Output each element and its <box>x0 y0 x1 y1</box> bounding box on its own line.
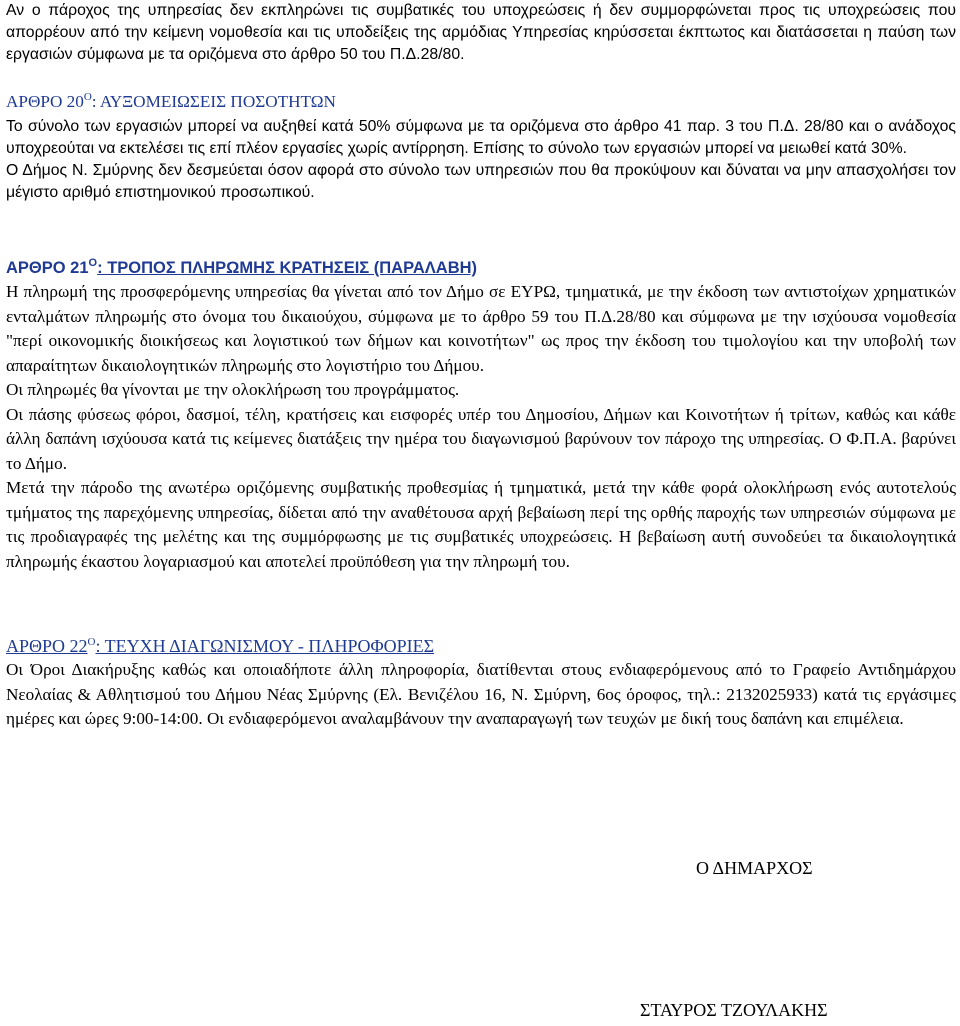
mayor-name: ΣΤΑΥΡΟΣ ΤΖΟΥΛΑΚΗΣ <box>640 1000 828 1020</box>
article-22-title-rest: : ΤΕΥΧΗ ΔΙΑΓΩΝΙΣΜΟΥ - ΠΛΗΡΟΦΟΡΙΕΣ <box>95 636 435 656</box>
article-22-title-prefix: ΑΡΘΡΟ 22 <box>6 636 88 656</box>
intro-section <box>6 0 956 66</box>
article-20-para-1: Το σύνολο των εργασιών μπορεί να αυξηθεί κατά 50% σύμφωνα με τα οριζόμενα στο άρθρο 41 παρ. 3 του Π.Δ. 28/80 και ο ανάδοχος υποχρεούται να εκτελέσει τις επί πλέον εργασίες χωρίς αντίρρηση. Επίσης το σύνολο των εργασιών μπορεί να μειωθεί κατά 30%. <box>6 118 956 157</box>
article-21-para-4: Μετά την πάροδο της ανωτέρω οριζόμενης συμβατικής προθεσμίας ή τμηματικά, μετά την κάθε φορά ολοκλήρωση ενός αυτοτελούς τμήματος της παρεχόμενης υπηρεσίας, δίδεται από την αναθέτουσα αρχή βεβαίωση περί της ορθής παροχής των υπηρεσιών σύμφωνα με τις προδιαγραφές της μελέτης και της συμμόρφωσης με τις συμβατικές υποχρεώσεις. Η βεβαίωση αυτή συνοδεύει τα δικαιολογητικά πληρωμής έκαστου λογαριασμού και αποτελεί προϋπόθεση για την πληρωμή του. <box>6 478 956 571</box>
article-21-title-rest: : ΤΡΟΠΟΣ ΠΛΗΡΩΜΗΣ ΚΡΑΤΗΣΕΙΣ (ΠΑΡΑΛΑΒΗ) <box>97 259 478 277</box>
article-22-title-sup: Ο <box>87 636 96 648</box>
article-21-para-2: Οι πληρωμές θα γίνονται με την ολοκλήρωση του προγράμματος. <box>6 380 460 399</box>
article-22-para-1: Οι Όροι Διακήρυξης καθώς και οποιαδήποτε άλλη πληροφορία, διατίθενται στους ενδιαφερόμενους από το Γραφείο Αντιδημάρχου Νεολαίας & Αθλητισμού του Δήμου Νέας Σμύρνης (Ελ. Βενιζέλου 16, Ν. Σμύρνη, 6ος όροφος, τηλ.: 2132025933) κατά τις εργάσιμες ημέρες και ώρες 9:00-14:00. Οι ενδιαφερόμενοι αναλαμβάνουν την αναπαραγωγή των τευχών με δική τους δαπάνη και επιμέλεια. <box>6 660 956 728</box>
article-20-para-2: Ο Δήμος Ν. Σμύρνης δεν δεσμεύεται όσον αφορά στο σύνολο των υπηρεσιών που θα προκύψουν και δύναται να μην απασχολήσει τον μέγιστο αριθμό επιστημονικού προσωπικού. <box>6 162 956 201</box>
intro-paragraph: Αν ο πάροχος της υπηρεσίας δεν εκπληρώνει τις συμβατικές του υποχρεώσεις ή δεν συμμορφώνεται προς τις υποχρεώσεις που απορρέουν από την κείμενη νομοθεσία και τις υποδείξεις της αρμόδιας Υπηρεσίας κηρύσσεται έκπτωτος και διατάσσεται η παύση των εργασιών σύμφωνα με τα οριζόμενα στο άρθρο 50 του Π.Δ.28/80. <box>6 2 956 63</box>
article-21-title <box>6 256 956 280</box>
mayor-title: Ο ΔΗΜΑΡΧΟΣ <box>696 858 813 878</box>
article-21-section <box>6 256 956 574</box>
article-22-title <box>6 634 956 658</box>
article-20-title-rest: : ΑΥΞΟΜΕΙΩΣΕΙΣ ΠΟΣΟΤΗΤΩΝ <box>91 92 336 111</box>
article-21-para-3: Οι πάσης φύσεως φόροι, δασμοί, τέλη, κρατήσεις και εισφορές υπέρ του Δημοσίου, Δήμων και Κοινοτήτων ή τρίτων, καθώς και κάθε άλλη δαπάνη ισχύουσα κατά τις κείμενες διατάξεις την ημέρα του διαγωνισμού βαρύνουν τον πάροχο της υπηρεσίας. Ο Φ.Π.Α. βαρύνει το Δήμο. <box>6 404 956 473</box>
article-21-title-prefix: ΑΡΘΡΟ 21 <box>6 259 89 277</box>
article-22-section <box>6 634 956 732</box>
article-21-title-sup: Ο <box>88 257 98 269</box>
article-21-para-1: Η πληρωμή της προσφερόμενης υπηρεσίας θα γίνεται από τον Δήμο σε ΕΥΡΩ, τμηματικά, με την έκδοση των αντιστοίχων χρηματικών ενταλμάτων πληρωμής στο όνομα του δικαιούχου, σύμφωνα με το άρθρο 59 του Π.Δ.28/80 και σύμφωνα με την ισχύουσα νομοθεσία "περί οικονομικής διοικήσεως και λογιστικού των δήμων και κοινοτήτων" ως προς την έκδοση του τιμολογίου και την υποβολή των απαραίτητων δικαιολογητικών πληρωμής στο λογιστήριο του Δήμου. <box>6 282 956 375</box>
article-20-title-sup: Ο <box>83 91 92 103</box>
article-20-section <box>6 90 956 204</box>
article-20-title <box>6 90 956 114</box>
article-20-title-prefix: ΑΡΘΡΟ 20 <box>6 92 84 111</box>
